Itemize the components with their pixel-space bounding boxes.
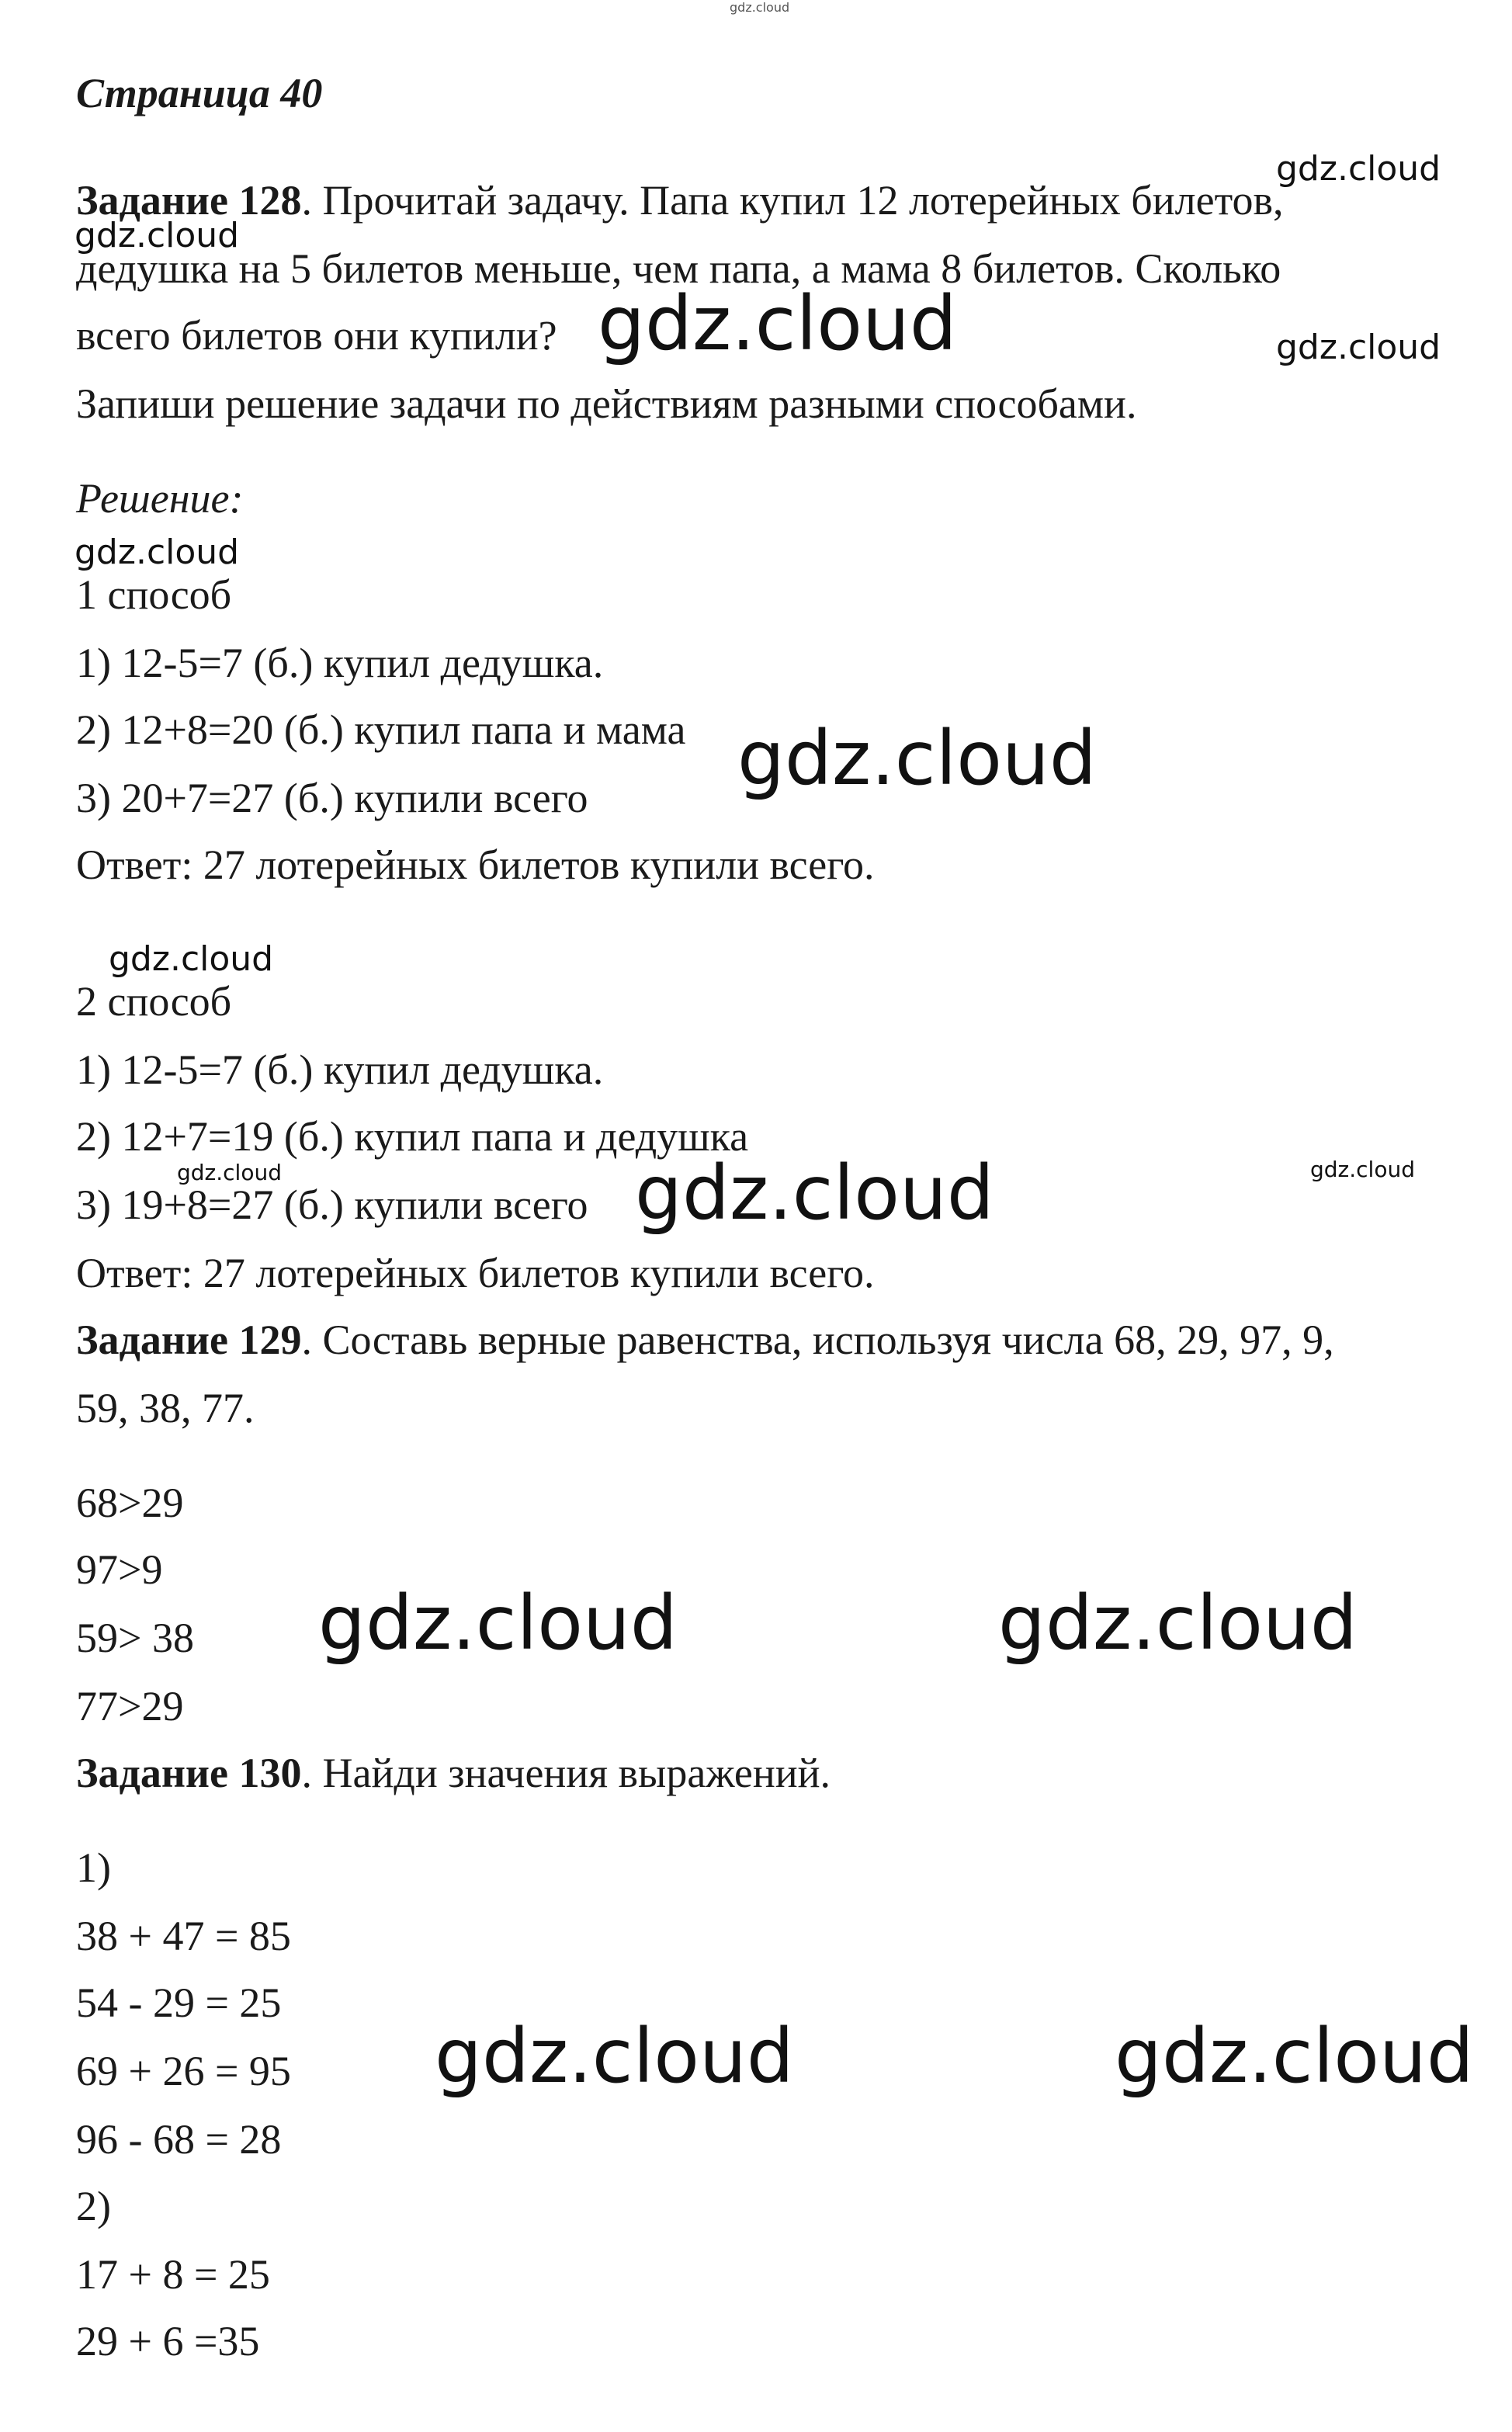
task-130-text: . Найди значения выражений. (301, 1750, 831, 1796)
task-129-line-1 (76, 1315, 1334, 1365)
task-130-expr-5: 17 + 8 = 25 (76, 2251, 270, 2298)
task-128-line-3: всего билетов они купили? (76, 312, 557, 359)
method-1-step-2: 2) 12+8=20 (б.) купил папа и мама (76, 706, 686, 753)
method-2-title: 2 способ (76, 978, 232, 1025)
task-130-part-1-label: 1) (76, 1844, 111, 1891)
task-129-answer-3: 59> 38 (76, 1615, 194, 1661)
task-128-label: Задание 128 (76, 177, 302, 224)
watermark: gdz.cloud (318, 1580, 678, 1667)
task-129-answer-4: 77>29 (76, 1683, 184, 1729)
task-130-label: Задание 130 (76, 1750, 302, 1796)
solution-label: Решение: (76, 475, 244, 522)
watermark: gdz.cloud (998, 1580, 1358, 1667)
watermark: gdz.cloud (635, 1150, 994, 1237)
task-129-line-2: 59, 38, 77. (76, 1385, 255, 1431)
method-1-step-1: 1) 12-5=7 (б.) купил дедушка. (76, 640, 604, 686)
watermark: gdz.cloud (1115, 2013, 1474, 2100)
watermark: gdz.cloud (75, 533, 240, 572)
task-129-label: Задание 129 (76, 1317, 302, 1363)
task-130-expr-1: 38 + 47 = 85 (76, 1913, 291, 1959)
watermark: gdz.cloud (1276, 328, 1441, 367)
watermark: gdz.cloud (109, 939, 274, 979)
method-2-step-2: 2) 12+7=19 (б.) купил папа и дедушка (76, 1113, 749, 1160)
task-130-line (76, 1748, 831, 1798)
method-1-answer: Ответ: 27 лотерейных билетов купили всего. (76, 841, 875, 888)
task-130-expr-2: 54 - 29 = 25 (76, 1979, 282, 2026)
page-title: Страница 40 (76, 70, 323, 116)
method-2-step-3: 3) 19+8=27 (б.) купили всего (76, 1181, 588, 1228)
task-128-instruction: Запиши решение задачи по действиям разными способами. (76, 380, 1137, 427)
watermark: gdz.cloud (177, 1160, 282, 1185)
task-130-expr-4: 96 - 68 = 28 (76, 2116, 282, 2163)
task-129-answer-2: 97>9 (76, 1546, 163, 1593)
task-130-part-2-label: 2) (76, 2183, 111, 2229)
method-2-answer: Ответ: 27 лотерейных билетов купили всего. (76, 1250, 875, 1296)
method-2-step-1: 1) 12-5=7 (б.) купил дедушка. (76, 1046, 604, 1093)
watermark: gdz.cloud (598, 280, 957, 367)
watermark: gdz.cloud (730, 0, 790, 15)
watermark: gdz.cloud (435, 2013, 794, 2100)
task-128-text-1: . Прочитай задачу. Папа купил 12 лотерейных билетов, (301, 177, 1284, 224)
task-128-line-1 (76, 175, 1283, 225)
task-129-answer-1: 68>29 (76, 1480, 184, 1526)
task-129-text-1: . Составь верные равенства, используя числа 68, 29, 97, 9, (301, 1317, 1334, 1363)
watermark: gdz.cloud (1310, 1157, 1415, 1182)
task-130-expr-6: 29 + 6 =35 (76, 2318, 260, 2364)
method-1-title: 1 способ (76, 571, 232, 618)
method-1-step-3: 3) 20+7=27 (б.) купили всего (76, 775, 588, 821)
task-128-line-2: дедушка на 5 билетов меньше, чем папа, а мама 8 билетов. Сколько (76, 245, 1281, 292)
watermark: gdz.cloud (75, 216, 240, 255)
watermark: gdz.cloud (737, 715, 1097, 802)
watermark: gdz.cloud (1276, 149, 1441, 189)
task-130-expr-3: 69 + 26 = 95 (76, 2048, 291, 2094)
